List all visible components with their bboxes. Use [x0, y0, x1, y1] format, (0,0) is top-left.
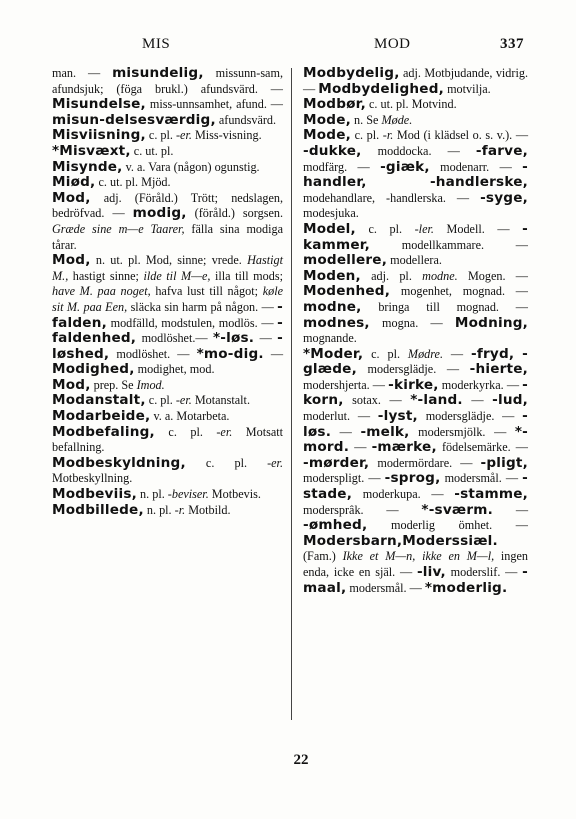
dictionary-entry	[52, 425, 283, 456]
entry-text: hastigt sinne;	[68, 268, 144, 283]
headword: -syge,	[480, 189, 528, 206]
italic-text: -ler.	[414, 221, 434, 236]
entry-text: moddocka. —	[361, 143, 476, 158]
italic-text: Mødre.	[407, 346, 444, 361]
entry-text: n. ut. pl. Mod, sinne; vrede.	[90, 253, 248, 268]
headword: -korn,	[303, 376, 528, 409]
entry-text: modersglädje. —	[356, 362, 470, 377]
dictionary-entry	[52, 144, 283, 160]
headword: -melk,	[360, 423, 410, 440]
dictionary-entry	[52, 253, 283, 378]
headword: misun-delsesværdig,	[52, 111, 216, 128]
dictionary-entry	[52, 503, 283, 519]
dictionary-entry	[52, 393, 283, 409]
headword: -dukke,	[303, 142, 362, 159]
entry-text: —	[263, 346, 284, 361]
entry-text: modersmjölk. —	[409, 424, 515, 439]
entry-text	[367, 175, 430, 189]
entry-text: moderlig ömhet. —	[367, 518, 528, 533]
headword: Mod,	[52, 189, 91, 206]
entry-text: modellkammare. —	[370, 237, 528, 252]
entry-text: Miss-visning.	[191, 128, 262, 143]
entry-text: —	[331, 424, 361, 439]
right-column	[303, 66, 528, 596]
dictionary-entry	[52, 128, 283, 144]
dictionary-entry	[52, 160, 283, 176]
entry-text: (föråld.) sorgsen.	[186, 206, 283, 221]
headword: Modbeskyldning,	[52, 454, 186, 471]
dictionary-entry	[52, 456, 283, 487]
headword: Modbillede,	[52, 501, 144, 518]
headword: Mode,	[303, 127, 351, 144]
entry-text: c. pl.	[185, 455, 268, 470]
headword: modne,	[303, 298, 362, 315]
headword: -lud,	[492, 392, 528, 409]
headword: Modanstalt,	[52, 392, 146, 409]
header-right-guideword: MOD	[374, 36, 411, 52]
entry-text: c. ut. pl. Mjöd.	[95, 175, 171, 190]
entry-text: Motsatt befallning.	[52, 424, 284, 455]
dictionary-entry	[303, 128, 528, 222]
headword: Modbydelighed,	[318, 80, 445, 97]
italic-text: -r.	[382, 128, 394, 143]
header-left-guideword: MIS	[142, 36, 171, 52]
signature-mark: 22	[293, 752, 309, 768]
headword: -mørder,	[303, 454, 370, 471]
entry-text: modersmål. —	[346, 580, 425, 595]
dictionary-entry	[52, 487, 283, 503]
headword: modig,	[132, 205, 187, 222]
italic-text: -er.	[175, 393, 192, 408]
entry-text: modlöshet. —	[109, 346, 197, 361]
headword: Modbeviis,	[52, 486, 137, 503]
footer	[0, 752, 576, 769]
left-column	[52, 66, 283, 518]
dictionary-entry	[303, 113, 528, 129]
entry-text: släcka sin harm på någon. —	[127, 299, 278, 314]
headword: Misviisning,	[52, 127, 146, 144]
headword: -hierte,	[469, 361, 528, 378]
headword: *Misvæxt,	[52, 142, 131, 159]
dictionary-entry	[52, 378, 283, 394]
entry-text: modellera.	[387, 253, 442, 268]
entry-text: Mod (i klädsel o. s. v.). —	[393, 128, 529, 143]
headword: Moden,	[303, 267, 361, 284]
headword: Misundelse,	[52, 96, 146, 113]
headword: *-sværm.	[421, 501, 493, 518]
headword: Miød,	[52, 174, 96, 191]
headword: -fryd,	[471, 345, 515, 362]
italic-text: Imod.	[136, 377, 165, 392]
headword: Mod,	[52, 252, 91, 269]
headword: -løshed,	[52, 330, 283, 362]
entry-text: bringa till mognad. —	[361, 299, 528, 314]
entry-text: modfärg. —	[303, 159, 381, 174]
headword: -løs.	[303, 408, 528, 440]
italic-text: Møde.	[381, 112, 413, 127]
italic-text: -er.	[175, 128, 192, 143]
entry-text: moderlut. —	[303, 409, 378, 424]
headword: -handlerske,	[429, 174, 528, 191]
entry-text: Mogen. —	[457, 268, 528, 283]
italic-text: ilde til M—e,	[143, 268, 211, 283]
headword: -sprog,	[384, 470, 441, 487]
headword: modnes,	[303, 314, 370, 331]
entry-text: c. pl.	[350, 128, 383, 143]
italic-text: modne.	[422, 268, 458, 283]
headword: Modbefaling,	[52, 423, 155, 440]
italic-text: køle sit M. paa Een,	[52, 284, 283, 314]
entry-text: mogna. —	[369, 315, 455, 330]
headword: Modenhed,	[303, 283, 391, 300]
entry-text: afundsvärd.	[215, 112, 277, 127]
entry-text: missunn-sam, afundsjuk; (föga brukl.) afundsvärd. —	[52, 66, 283, 96]
headword: Mod,	[52, 376, 91, 393]
headword: -giæk,	[380, 158, 430, 175]
headword: modellere,	[303, 252, 388, 269]
dictionary-entry	[52, 66, 283, 128]
headword: Modning,	[454, 314, 528, 331]
entry-text: n. Se	[350, 112, 382, 127]
headword: Mode,	[303, 111, 351, 128]
entry-text: modenarr. —	[429, 159, 523, 174]
headword: -farve,	[475, 142, 528, 159]
entry-text: moderspligt. —	[303, 471, 385, 486]
entry-text: c. pl.	[355, 221, 415, 236]
headword: Modarbeide,	[52, 408, 151, 425]
entry-text: Motbild.	[185, 502, 231, 517]
headword: -kammer,	[303, 220, 528, 253]
headword: *-løs.	[212, 330, 255, 347]
page-number: 337	[500, 36, 524, 52]
headword: -falden,	[52, 298, 283, 331]
italic-text: have M. paa noget,	[52, 284, 151, 299]
entry-text: modermördare. —	[369, 455, 481, 470]
headword: *-mord.	[303, 423, 529, 456]
headword: -ømhed,	[303, 517, 368, 534]
headword: misundelig,	[112, 65, 204, 81]
running-header	[52, 36, 524, 58]
headword: -kirke,	[388, 376, 439, 393]
entry-text: modighet, mod.	[134, 362, 215, 377]
headword: *moderlig.	[424, 579, 508, 596]
headword: Model,	[303, 220, 356, 237]
headword: Modbør,	[303, 96, 366, 113]
dictionary-entry	[303, 347, 528, 597]
entry-text: c. pl.	[363, 346, 408, 361]
entry-text: födelsemärke. —	[436, 440, 528, 455]
headword: *mo-dig.	[196, 345, 264, 362]
entry-text: modehandlare, -handlerska. —	[303, 190, 481, 205]
entry-text: modlöshet.—	[136, 331, 213, 346]
entry-text: Motbeskyllning.	[52, 471, 133, 486]
headword: *-land.	[410, 392, 463, 409]
entry-text: Modell. —	[433, 221, 523, 236]
entry-text: —	[443, 346, 472, 361]
entry-text: (Fam.)	[303, 549, 343, 564]
entry-text	[514, 347, 522, 361]
entry-text: man. —	[52, 66, 113, 80]
italic-text: -beviser.	[167, 487, 209, 502]
headword: -lyst,	[377, 408, 418, 425]
entry-text: modfälld, modstulen, modlös. —	[106, 315, 278, 330]
dictionary-entry	[303, 97, 528, 113]
entry-text: c. pl.	[145, 128, 176, 143]
entry-text: moderkyrka. —	[438, 377, 523, 392]
entry-text: c. pl.	[154, 424, 217, 439]
entry-text: —	[493, 502, 528, 517]
headword: -stamme,	[454, 486, 528, 503]
entry-text: adj. (Föråld.) Trött; nedslagen, bedröfvad. —	[52, 190, 283, 221]
headword: Modersbarn,Moderssiæl.	[303, 532, 498, 549]
entry-text: n. pl.	[136, 487, 168, 502]
entry-text: sotax. —	[343, 393, 411, 408]
entry-text: prep. Se	[90, 377, 137, 392]
entry-text: Motanstalt.	[191, 393, 250, 408]
entry-text: illa till mods;	[210, 268, 283, 283]
dictionary-entry	[52, 409, 283, 425]
headword: Modighed,	[52, 361, 135, 378]
entry-text: moderkupa. —	[352, 487, 455, 502]
entry-text: miss-unnsamhet, afund. —	[145, 97, 283, 112]
entry-text: n. pl.	[143, 502, 175, 517]
entry-text: ingen enda, icke en själ. —	[303, 549, 528, 579]
italic-text: -r.	[174, 502, 186, 517]
dictionary-entry	[52, 175, 283, 191]
italic-text: -er.	[216, 424, 233, 439]
entry-text: Motbevis.	[208, 487, 261, 502]
dictionary-entry	[52, 191, 283, 253]
entry-text: motvilja.	[444, 81, 491, 96]
headword: Misynde,	[52, 158, 123, 175]
entry-text: modershjerta. —	[303, 377, 389, 392]
entry-text: modersglädje. —	[417, 409, 523, 424]
headword: -pligt,	[480, 454, 528, 471]
headword: -stade,	[303, 470, 528, 503]
headword: *Moder,	[303, 345, 364, 362]
entry-text: v. a. Vara (någon) ogunstig.	[122, 159, 260, 174]
entry-text: hafva lust till något;	[150, 284, 263, 299]
entry-text: —	[462, 393, 493, 408]
entry-text: modersmål. —	[440, 471, 523, 486]
headword: -mærke,	[371, 439, 437, 456]
headword: -glæde,	[303, 345, 529, 378]
entry-text: mogenhet, mognad. —	[390, 284, 528, 299]
entry-text: c. ut. pl. Motvind.	[365, 97, 457, 112]
column-divider	[291, 68, 292, 720]
entry-text: fälla sina modiga tårar.	[52, 221, 283, 252]
entry-text: c. pl.	[145, 393, 176, 408]
entry-text: v. a. Motarbeta.	[150, 409, 230, 424]
dictionary-entry	[303, 222, 528, 269]
headword: -maal,	[303, 564, 528, 596]
entry-text: modersprâk. —	[303, 502, 422, 517]
italic-text: Ikke et M—n, ikke en M—l,	[342, 549, 495, 564]
italic-text: Hastigt M.,	[52, 253, 283, 283]
headword: Modbydelig,	[303, 65, 400, 81]
entry-text: —	[254, 331, 278, 346]
entry-text: modesjuka.	[303, 206, 359, 221]
italic-text: Græde sine m—e Taarer,	[52, 221, 185, 236]
headword: -faldenhed,	[52, 314, 283, 347]
dictionary-entry	[303, 66, 528, 97]
headword: -liv,	[416, 564, 446, 580]
entry-text: mognande.	[303, 331, 357, 346]
entry-text: adj. pl.	[360, 268, 423, 283]
dictionary-entry	[303, 269, 528, 347]
entry-text: adj. Motbjudande, vidrig. —	[303, 66, 528, 96]
headword: -handler,	[303, 158, 528, 191]
italic-text: -er.	[267, 455, 283, 470]
entry-text: —	[349, 440, 372, 455]
entry-text: c. ut. pl.	[130, 143, 174, 158]
entry-text: moderslif. —	[445, 565, 523, 579]
